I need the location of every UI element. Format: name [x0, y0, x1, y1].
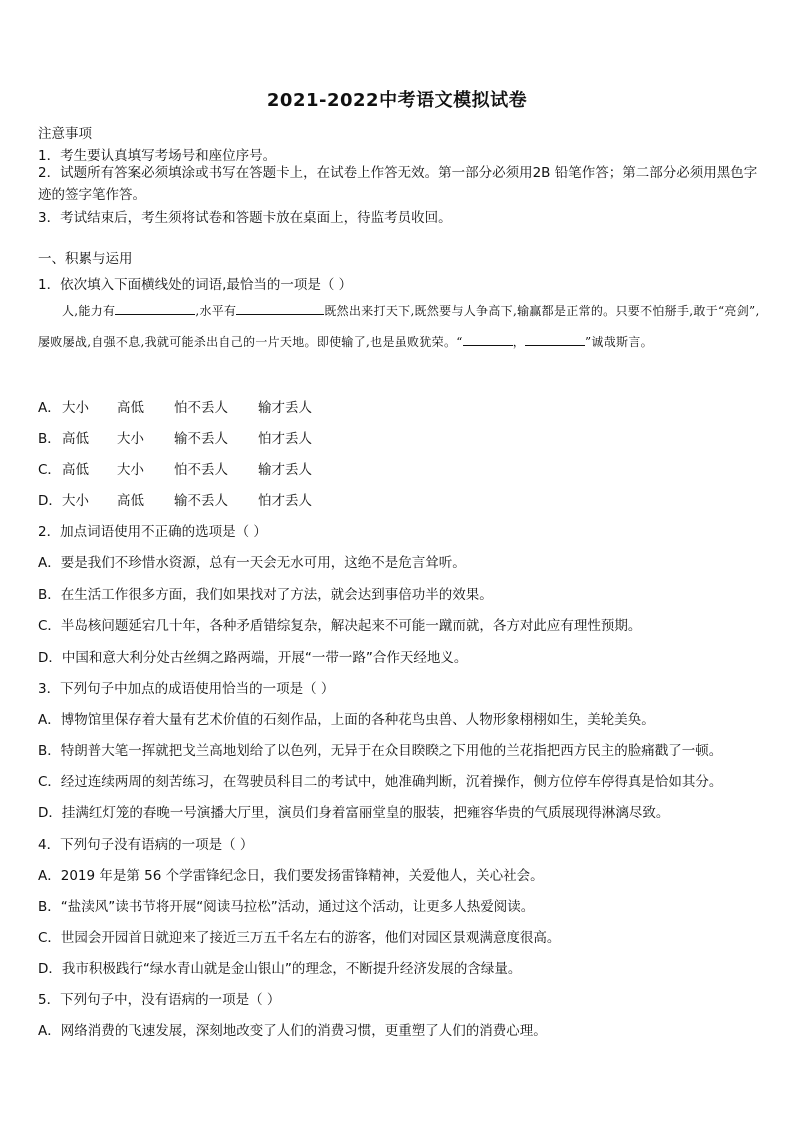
question-stem: 2．加点词语使用不正确的选项是（ ）: [38, 524, 267, 540]
option-word: 怕才丢人: [258, 431, 312, 447]
answer-option: B．特朗普大笔一挥就把戈兰高地划给了以色列，无异于在众目睽睽之下用他的兰花指把西方民主的脸痛戳了一顿。: [38, 743, 723, 759]
option-word: 大小: [62, 400, 89, 416]
answer-option: C．经过连续两周的刻苦练习，在驾驶员科目二的考试中，她准确判断，沉着操作，侧方位停车停得真是恰如其分。: [38, 774, 723, 790]
answer-option: A．博物馆里保存着大量有艺术价值的石刻作品，上面的各种花鸟虫兽、人物形象栩栩如生，美轮美奂。: [38, 712, 655, 728]
section-heading: 一、积累与运用: [38, 251, 133, 267]
fill-blank: [525, 333, 585, 346]
passage-text: ,水平有: [195, 304, 237, 318]
answer-option: D．挂满红灯笼的春晚一号演播大厅里，演员们身着富丽堂皇的服装，把雍容华贵的气质展现得淋漓尽致。: [38, 805, 670, 821]
answer-option: A．要是我们不珍惜水资源，总有一天会无水可用，这绝不是危言耸听。: [38, 555, 466, 571]
passage-text: 人,能力有: [62, 304, 116, 318]
passage-text: ”诚哉斯言。: [585, 335, 653, 349]
answer-option: C．半岛核问题延宕几十年，各种矛盾错综复杂，解决起来不可能一蹴而就，各方对此应有理性预期。: [38, 618, 642, 634]
option-word: 输才丢人: [258, 462, 312, 478]
option-label: D．: [38, 493, 62, 509]
option-word: 高低: [62, 462, 89, 478]
option-word: 大小: [62, 493, 89, 509]
fill-blank: [463, 333, 513, 346]
notice-heading: 注意事项: [38, 126, 92, 142]
option-word: 怕不丢人: [174, 400, 228, 416]
option-label: C．: [38, 462, 61, 478]
exam-title: 2021-2022中考语文模拟试卷: [266, 90, 528, 111]
answer-option: A．2019 年是第 56 个学雷锋纪念日，我们要发扬雷锋精神，关爱他人，关心社会。: [38, 868, 544, 884]
option-word: 高低: [62, 431, 89, 447]
option-word: 高低: [117, 493, 144, 509]
fill-blank: [236, 302, 324, 315]
option-word: 输不丢人: [174, 431, 228, 447]
answer-option: B．“盐渎风”读书节将开展“阅读马拉松”活动，通过这个活动，让更多人热爱阅读。: [38, 899, 535, 915]
notice-item: 1．考生要认真填写考场号和座位序号。: [38, 148, 277, 164]
notice-item: 3．考试结束后，考生须将试卷和答题卡放在桌面上，待监考员收回。: [38, 210, 452, 226]
option-word: 大小: [117, 431, 144, 447]
option-word: 输才丢人: [258, 400, 312, 416]
question-stem: 1．依次填入下面横线处的词语,最恰当的一项是（ ）: [38, 277, 353, 293]
option-word: 高低: [117, 400, 144, 416]
option-label: A．: [38, 400, 61, 416]
fill-blank: [115, 302, 195, 315]
passage-text: ，: [512, 335, 525, 349]
answer-option: [38, 458, 338, 478]
option-word: 怕不丢人: [174, 462, 228, 478]
option-word: 怕才丢人: [258, 493, 312, 509]
answer-option: A．网络消费的飞速发展，深刻地改变了人们的消费习惯，更重塑了人们的消费心理。: [38, 1023, 547, 1039]
option-word: 输不丢人: [174, 493, 228, 509]
answer-option: B．在生活工作很多方面，我们如果找对了方法，就会达到事倍功半的效果。: [38, 587, 493, 603]
answer-option: [38, 396, 338, 416]
question-stem: 3．下列句子中加点的成语使用恰当的一项是（ ）: [38, 681, 335, 697]
answer-option: D．中国和意大利分处古丝绸之路两端，开展“一带一路”合作天经地义。: [38, 650, 468, 666]
answer-option: [38, 427, 338, 447]
notice-item: 2．试题所有答案必须填涂或书写在答题卡上，在试卷上作答无效。第一部分必须用2B 铅笔作答；第二部分必须用黑色字迹的签字笔作答。: [38, 165, 758, 203]
question-stem: 4．下列句子没有语病的一项是（ ）: [38, 837, 254, 853]
option-word: 大小: [117, 462, 144, 478]
passage-text: 既然出来打天下,既然要与人争高下,输赢都是正常的。只要不怕掰手,敢于“亮剑”,屡败屡战,自强不息,我就可能杀出自己的一片天地。即使输了,也是虽败犹荣。“: [38, 304, 760, 349]
question-passage: [38, 296, 760, 358]
option-label: B．: [38, 431, 61, 447]
question-stem: 5．下列句子中，没有语病的一项是（ ）: [38, 992, 281, 1008]
answer-option: D．我市积极践行“绿水青山就是金山银山”的理念，不断提升经济发展的含绿量。: [38, 961, 522, 977]
answer-option: C．世园会开园首日就迎来了接近三万五千名左右的游客，他们对园区景观满意度很高。: [38, 930, 561, 946]
answer-option: [38, 489, 338, 509]
